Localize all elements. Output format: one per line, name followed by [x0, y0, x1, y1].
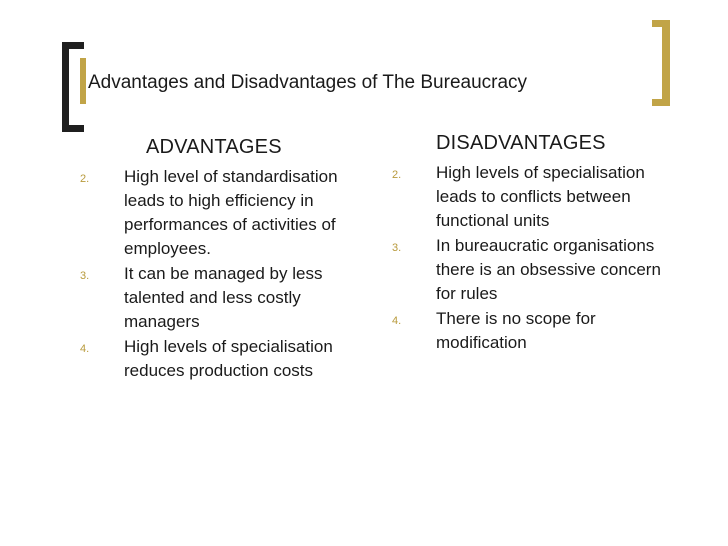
list-text: High levels of specialisation reduces production costs	[124, 337, 333, 380]
advantages-column	[80, 132, 370, 384]
disadvantages-list	[392, 161, 682, 355]
list-item	[80, 262, 370, 334]
list-item	[80, 165, 370, 261]
right-bracket-gold-top	[652, 20, 670, 27]
list-text: High levels of specialisation leads to conflicts between functional units	[436, 163, 645, 230]
list-text: There is no scope for modification	[436, 309, 596, 352]
right-bracket-gold	[662, 20, 670, 106]
right-bracket-gold-bottom	[652, 99, 670, 106]
disadvantages-heading: DISADVANTAGES	[436, 132, 606, 154]
list-item	[392, 307, 682, 355]
left-bracket-dark	[62, 42, 69, 132]
list-number: 4.	[80, 343, 90, 355]
slide-title: Advantages and Disadvantages of The Bureaucracy	[88, 72, 528, 93]
list-item	[392, 161, 682, 233]
list-number: 2.	[392, 169, 402, 181]
list-item	[80, 335, 370, 383]
left-bracket-gold	[80, 58, 86, 104]
list-item	[392, 234, 682, 306]
advantages-heading: ADVANTAGES	[146, 136, 282, 158]
disadvantages-column	[392, 132, 682, 356]
advantages-list	[80, 165, 370, 383]
list-number: 3.	[80, 270, 90, 282]
left-bracket-dark-bottom	[62, 125, 84, 132]
list-text: It can be managed by less talented and less costly managers	[124, 264, 323, 331]
list-text: High level of standardisation leads to high efficiency in performances of activities of employees.	[124, 167, 338, 258]
list-number: 2.	[80, 173, 90, 185]
list-text: In bureaucratic organisations there is an obsessive concern for rules	[436, 236, 661, 303]
left-bracket-dark-top	[62, 42, 84, 49]
list-number: 3.	[392, 242, 402, 254]
list-number: 4.	[392, 315, 402, 327]
